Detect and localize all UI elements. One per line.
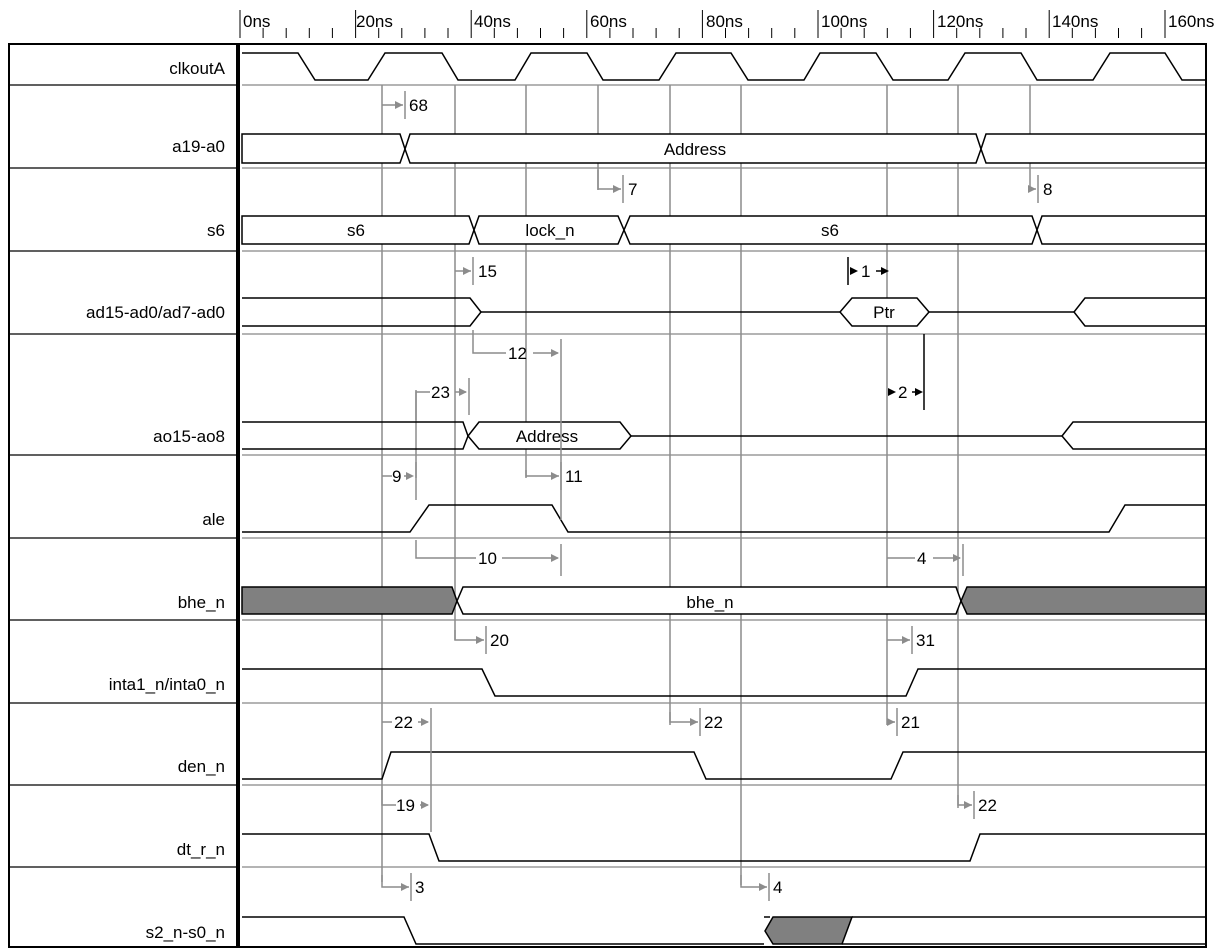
annotation-arrowhead xyxy=(421,801,429,809)
row-grid xyxy=(10,85,1206,867)
signal-label-bhe-n: bhe_n xyxy=(177,593,225,612)
tick-label-40ns: 40ns xyxy=(474,12,511,31)
annotation-label: 20 xyxy=(490,631,509,650)
annotation-label: 22 xyxy=(978,796,997,815)
annotation-leader xyxy=(382,790,396,805)
time-ruler xyxy=(243,12,1214,31)
annotation-arrowhead xyxy=(887,718,895,726)
annotation-arrowhead xyxy=(476,636,484,644)
annotation-label: 23 xyxy=(431,383,450,402)
annotation-arrowhead xyxy=(690,718,698,726)
annotation-arrowhead xyxy=(759,883,767,891)
annotation-arrowhead xyxy=(551,349,559,357)
bus-label-s6-1: s6 xyxy=(347,221,365,240)
annotation-leader xyxy=(598,170,621,189)
annotation-arrowhead xyxy=(953,554,961,562)
bus-s2-s0-transition xyxy=(765,917,852,944)
annotation-arrowhead xyxy=(421,718,429,726)
waveform-den-n xyxy=(242,752,1206,779)
tick-label-100ns: 100ns xyxy=(821,12,868,31)
annotation-label: 11 xyxy=(565,467,583,486)
annotation-arrowhead xyxy=(613,185,621,193)
annotation-label: 68 xyxy=(409,96,428,115)
signal-label-inta: inta1_n/inta0_n xyxy=(108,675,225,694)
annotation-label: 8 xyxy=(1043,180,1053,199)
waveforms xyxy=(242,53,1206,944)
tick-label-0ns: 0ns xyxy=(243,12,271,31)
waveform-dt-r-n xyxy=(242,834,1206,861)
event-lines xyxy=(382,85,1030,885)
signal-label-dt-r-n: dt_r_n xyxy=(176,840,225,859)
signal-labels xyxy=(86,59,226,942)
annotation-label: 4 xyxy=(773,878,783,897)
bus-bhe-undefined-right xyxy=(961,587,1206,614)
annotation-arrowhead xyxy=(551,472,559,480)
diagram-frame xyxy=(9,44,1206,947)
signal-label-ao15-ao8: ao15-ao8 xyxy=(153,427,225,446)
bus-a19-a0-seg1 xyxy=(242,134,405,163)
annotation-arrowhead xyxy=(406,472,414,480)
annotation-label: 1 xyxy=(861,262,871,281)
signal-label-ale: ale xyxy=(202,510,225,529)
annotation-arrowhead xyxy=(881,267,889,275)
annotation-label: 21 xyxy=(901,713,920,732)
annotation-leader xyxy=(416,540,476,558)
annotation-arrowhead xyxy=(964,801,972,809)
bus-a19-a0-seg3 xyxy=(981,134,1206,163)
annotation-label: 15 xyxy=(478,262,497,281)
annotation-arrowhead xyxy=(902,636,910,644)
bus-label-lock-n: lock_n xyxy=(525,221,575,240)
annotation-label: 10 xyxy=(478,549,497,568)
bus-label-s6-2: s6 xyxy=(821,221,839,240)
waveform-s2-s0-a xyxy=(242,917,764,944)
signal-label-a19-a0: a19-a0 xyxy=(172,137,225,156)
annotation-arrowhead xyxy=(915,388,923,396)
annotation-arrowhead xyxy=(1028,185,1036,193)
annotation-arrowhead xyxy=(551,554,559,562)
annotation-label: 19 xyxy=(396,796,415,815)
annotation-leader xyxy=(416,392,430,420)
signal-label-s2-s0: s2_n-s0_n xyxy=(145,923,225,942)
tick-label-140ns: 140ns xyxy=(1052,12,1099,31)
annotation-label: 12 xyxy=(508,344,527,363)
tick-label-20ns: 20ns xyxy=(356,12,393,31)
annotation-arrowhead xyxy=(395,101,403,109)
tick-label-60ns: 60ns xyxy=(590,12,627,31)
tick-label-80ns: 80ns xyxy=(706,12,743,31)
waveform-inta xyxy=(242,669,1206,696)
annotation-arrowhead xyxy=(401,883,409,891)
bus-ao-open-right xyxy=(1062,422,1206,449)
annotation-arrowhead xyxy=(463,267,471,275)
bus-bhe-undefined-left xyxy=(242,587,457,614)
annotation-label: 4 xyxy=(917,549,927,568)
tick-label-160ns: 160ns xyxy=(1168,12,1215,31)
signal-label-den-n: den_n xyxy=(177,757,225,776)
annotation-label: 31 xyxy=(916,631,935,650)
annotation-arrowhead xyxy=(888,388,896,396)
annotation-arrowhead xyxy=(850,267,858,275)
tick-label-120ns: 120ns xyxy=(937,12,984,31)
bus-labels xyxy=(347,140,895,612)
waveform-clkouta xyxy=(242,53,1206,80)
waveform-ale xyxy=(242,505,1206,532)
bus-label-ao-address: Address xyxy=(515,427,579,446)
signal-label-ad15-ad0: ad15-ad0/ad7-ad0 xyxy=(86,303,225,322)
annotation-label: 22 xyxy=(704,713,723,732)
bus-label-bhe-n: bhe_n xyxy=(686,593,734,612)
signal-label-s6: s6 xyxy=(207,221,225,240)
bus-ad-open-left xyxy=(242,298,481,326)
bus-label-a19-address: Address xyxy=(663,140,727,159)
signal-label-clkouta: clkoutA xyxy=(169,59,225,78)
annotation-arrowhead xyxy=(459,388,467,396)
annotation-label: 9 xyxy=(392,467,402,486)
bus-ad-open-right xyxy=(1074,298,1206,326)
annotation-label: 22 xyxy=(394,713,413,732)
bus-ao-open-left xyxy=(242,422,468,449)
bus-s6-seg4 xyxy=(1037,216,1206,244)
annotation-label: 3 xyxy=(415,878,425,897)
bus-label-ptr: Ptr xyxy=(873,303,895,322)
annotation-label: 7 xyxy=(628,180,638,199)
annotation-label: 2 xyxy=(898,383,908,402)
